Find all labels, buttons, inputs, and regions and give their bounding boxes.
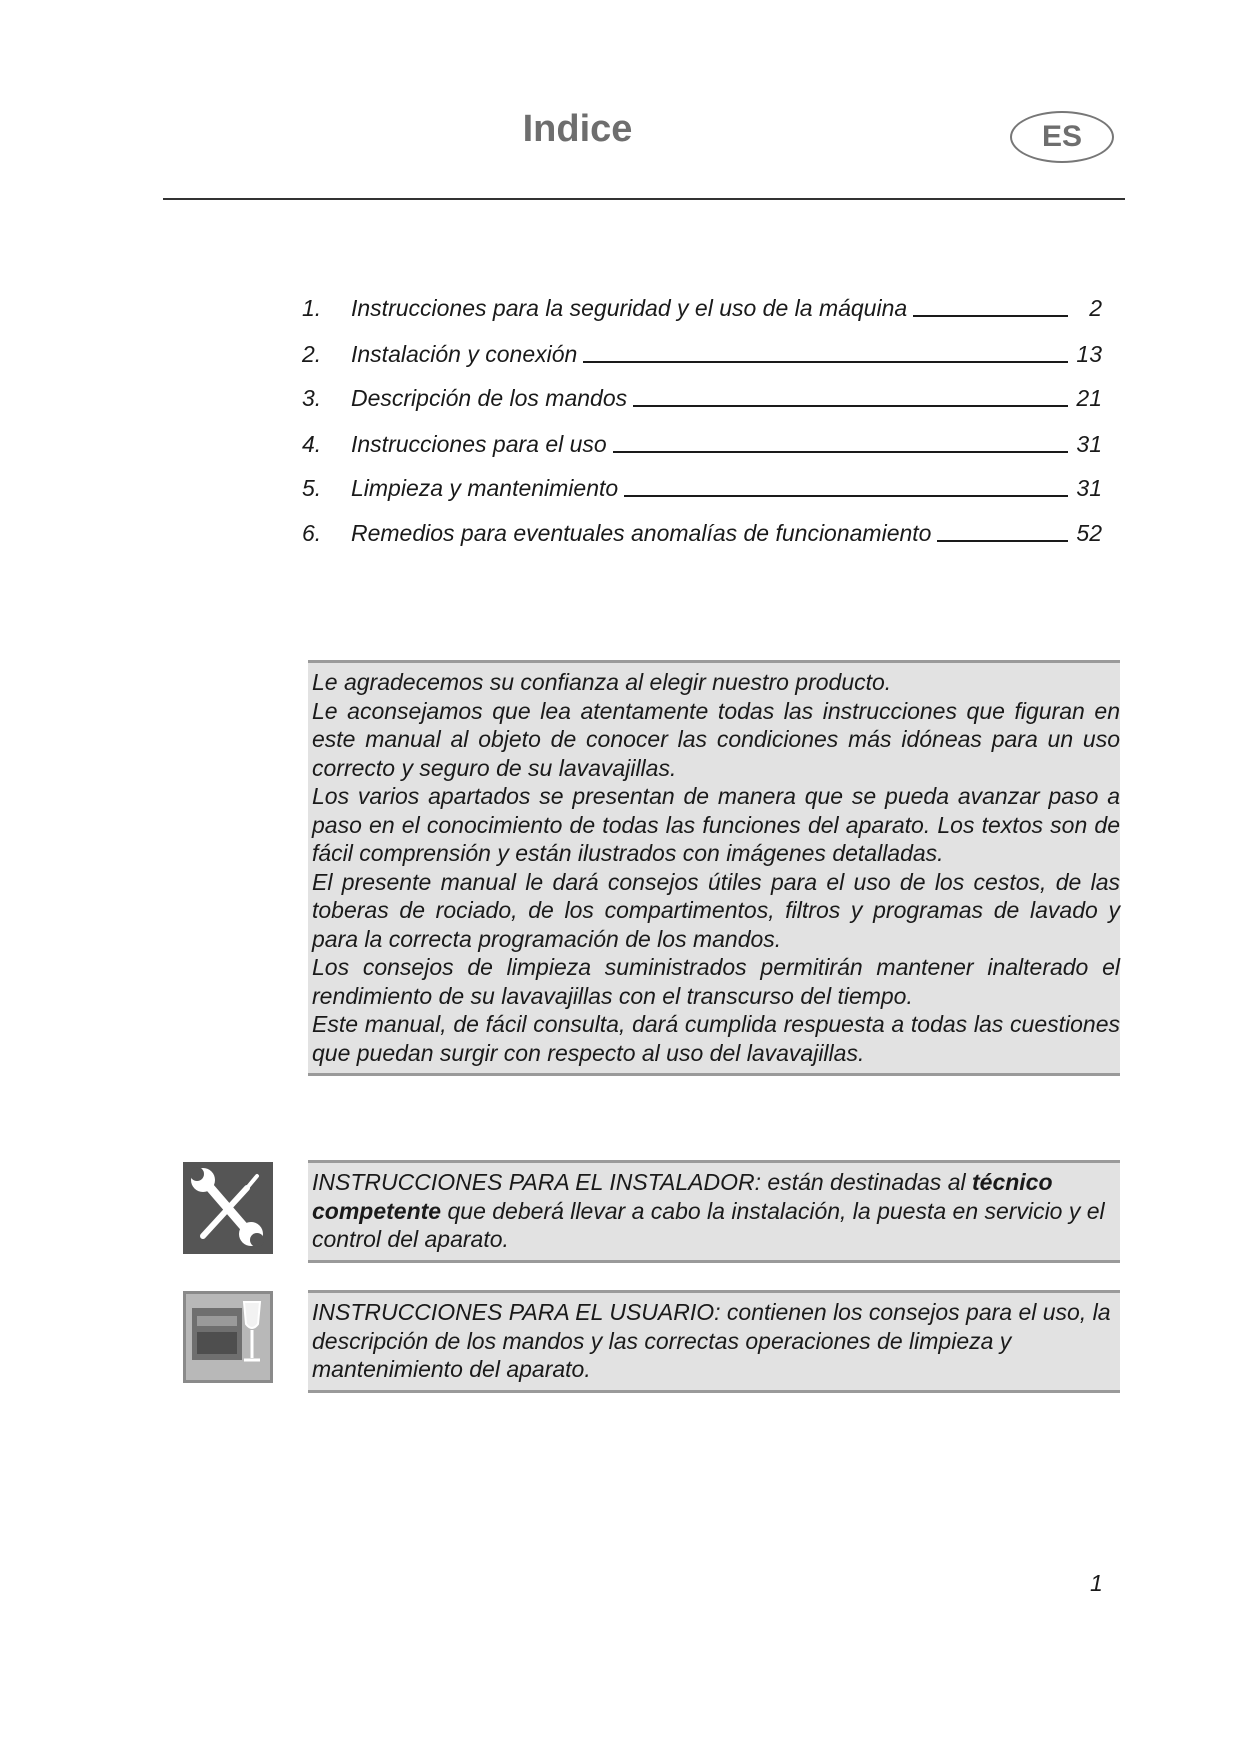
toc-number: 3. <box>302 385 322 411</box>
dishwasher-glass-icon <box>183 1291 273 1383</box>
installer-text <box>312 1168 1120 1254</box>
toc-number: 1. <box>302 295 322 321</box>
toc-title: Instrucciones para el uso <box>351 431 607 457</box>
toc-title: Descripción de los mandos <box>351 385 628 411</box>
toc-entry[interactable] <box>302 380 1102 412</box>
intro-paragraph: Este manual, de fácil consulta, dará cumplida respuesta a todas las cuestiones que puedan surgir con respecto al uso del lavavajillas. <box>312 1011 1120 1066</box>
toc-number: 5. <box>302 475 322 501</box>
toc-page-number: 2 <box>1089 295 1102 321</box>
toc-leader-line <box>613 451 1068 453</box>
toc-leader-line <box>583 361 1068 363</box>
toc-number: 4. <box>302 431 322 457</box>
toc-leader-line <box>937 540 1068 542</box>
toc-leader-line <box>633 405 1068 407</box>
toc-entry[interactable] <box>302 515 1102 547</box>
toc-number: 6. <box>302 520 322 546</box>
toc-leader-line <box>624 495 1068 497</box>
intro-paragraph: El presente manual le dará consejos útiles para el uso de los cestos, de las toberas de rociado, de los compartimentos, filtros y programas de lavado y para la correcta programación de los mandos. <box>312 868 1120 952</box>
installer-text-lead: INSTRUCCIONES PARA EL INSTALADOR: están destinadas al <box>312 1169 972 1195</box>
page-number: 1 <box>1090 1570 1103 1596</box>
toc-entry[interactable] <box>302 336 1102 368</box>
tools-icon <box>183 1162 273 1254</box>
toc-title: Instalación y conexión <box>351 341 578 367</box>
installer-text-bold: técnico competente <box>312 1169 1053 1224</box>
header-divider <box>163 198 1125 200</box>
toc-title: Remedios para eventuales anomalías de funcionamiento <box>351 520 932 546</box>
intro-paragraph: Los consejos de limpieza suministrados permitirán mantener inalterado el rendimiento de su lavavajillas con el transcurso del tiempo. <box>312 954 1120 1009</box>
installer-instructions-box <box>308 1160 1120 1263</box>
intro-paragraph: Los varios apartados se presentan de manera que se pueda avanzar paso a paso en el conocimiento de todas las funciones del aparato. Los textos son de fácil comprensión y están ilustrados con imágenes detalladas. <box>312 783 1120 866</box>
toc-title: Limpieza y mantenimiento <box>351 475 619 501</box>
toc-page-number: 21 <box>1076 385 1102 411</box>
language-badge: ES <box>1010 111 1114 163</box>
intro-paragraph: Le agradecemos su confianza al elegir nuestro producto. <box>312 669 892 695</box>
toc-number: 2. <box>302 341 322 367</box>
toc-entry[interactable] <box>302 470 1102 502</box>
page-title: Indice <box>522 108 633 150</box>
intro-box <box>308 660 1120 1076</box>
intro-paragraph: Le aconsejamos que lea atentamente todas las instrucciones que figuran en este manual al objeto de conocer las condiciones más idóneas para un uso correcto y seguro de su lavavajillas. <box>312 697 1120 781</box>
toc-page-number: 52 <box>1076 520 1102 546</box>
toc-entry[interactable] <box>302 426 1102 458</box>
toc-page-number: 13 <box>1076 341 1102 367</box>
installer-text-rest: que deberá llevar a cabo la instalación, la puesta en servicio y el control del aparato. <box>312 1197 1105 1252</box>
user-instructions-box <box>308 1290 1120 1393</box>
toc-page-number: 31 <box>1076 431 1102 457</box>
toc-entry[interactable] <box>302 290 1102 322</box>
toc-page-number: 31 <box>1076 475 1102 501</box>
toc-title: Instrucciones para la seguridad y el uso de la máquina <box>351 295 908 321</box>
user-text: INSTRUCCIONES PARA EL USUARIO: contienen los consejos para el uso, la descripción de los mandos y las correctas operaciones de limpieza y mantenimiento del aparato. <box>312 1299 1111 1382</box>
toc-leader-line <box>913 315 1068 317</box>
